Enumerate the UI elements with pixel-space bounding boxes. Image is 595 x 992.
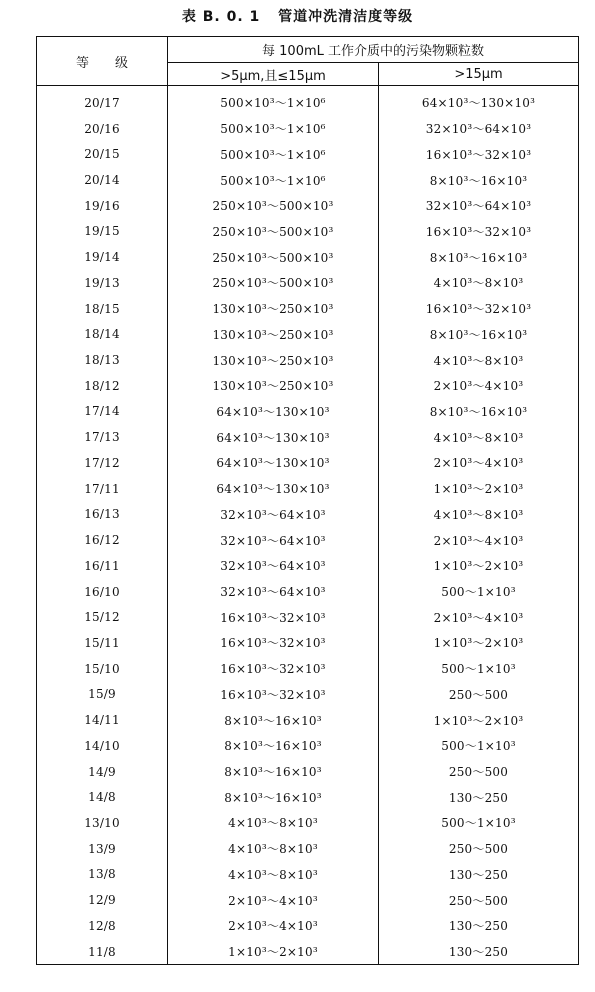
table-caption: 管道冲洗清洁度等级: [278, 9, 414, 25]
table-row: [37, 399, 579, 425]
count-gt15-cell: 16×10³～32×10³: [379, 296, 579, 322]
count-gt15-cell: 1×10³～2×10³: [379, 553, 579, 579]
count-5-15-cell: 500×10³～1×10⁶: [168, 167, 379, 193]
count-5-15-cell: 500×10³～1×10⁶: [168, 116, 379, 142]
grade-cell: 15/9: [37, 682, 168, 708]
count-gt15-cell: 130～250: [379, 913, 579, 939]
count-5-15-cell: 4×10³～8×10³: [168, 862, 379, 888]
table-row: [37, 759, 579, 785]
table-row: [37, 321, 579, 347]
table-row: [37, 476, 579, 502]
count-5-15-cell: 32×10³～64×10³: [168, 553, 379, 579]
count-gt15-cell: 4×10³～8×10³: [379, 502, 579, 528]
table-row: [37, 887, 579, 913]
count-5-15-cell: 2×10³～4×10³: [168, 913, 379, 939]
table-row: [37, 141, 579, 167]
count-gt15-cell: 500～1×10³: [379, 656, 579, 682]
grade-cell: 19/14: [37, 244, 168, 270]
count-gt15-cell: 500～1×10³: [379, 810, 579, 836]
count-gt15-cell: 500～1×10³: [379, 733, 579, 759]
count-5-15-cell: 250×10³～500×10³: [168, 193, 379, 219]
count-5-15-cell: 250×10³～500×10³: [168, 219, 379, 245]
count-5-15-cell: 250×10³～500×10³: [168, 270, 379, 296]
count-gt15-cell: 130～250: [379, 939, 579, 965]
count-gt15-cell: 250～500: [379, 836, 579, 862]
count-5-15-cell: 1×10³～2×10³: [168, 939, 379, 965]
grade-cell: 20/16: [37, 116, 168, 142]
grade-cell: 14/11: [37, 707, 168, 733]
table-row: [37, 682, 579, 708]
grade-cell: 16/11: [37, 553, 168, 579]
grade-cell: 14/9: [37, 759, 168, 785]
grade-cell: 20/15: [37, 141, 168, 167]
count-5-15-cell: 16×10³～32×10³: [168, 630, 379, 656]
grade-cell: 19/13: [37, 270, 168, 296]
count-5-15-cell: 8×10³～16×10³: [168, 759, 379, 785]
count-gt15-cell: 2×10³～4×10³: [379, 373, 579, 399]
grade-column-header: 等 级: [37, 37, 168, 86]
count-5-15-cell: 130×10³～250×10³: [168, 321, 379, 347]
grade-cell: 17/14: [37, 399, 168, 425]
grade-cell: 15/10: [37, 656, 168, 682]
count-gt15-cell: 2×10³～4×10³: [379, 450, 579, 476]
count-gt15-cell: 250～500: [379, 759, 579, 785]
table-row: [37, 604, 579, 630]
grade-cell: 12/9: [37, 887, 168, 913]
grade-cell: 16/12: [37, 527, 168, 553]
table-row: [37, 86, 579, 116]
count-5-15-cell: 64×10³～130×10³: [168, 424, 379, 450]
count-gt15-cell: 32×10³～64×10³: [379, 116, 579, 142]
count-gt15-cell: 16×10³～32×10³: [379, 141, 579, 167]
table-body: [37, 86, 579, 965]
table-row: [37, 836, 579, 862]
grade-cell: 18/13: [37, 347, 168, 373]
count-5-15-cell: 500×10³～1×10⁶: [168, 86, 379, 116]
table-row: [37, 913, 579, 939]
count-gt15-cell: 8×10³～16×10³: [379, 167, 579, 193]
count-5-15-cell: 32×10³～64×10³: [168, 579, 379, 605]
grade-cell: 17/12: [37, 450, 168, 476]
table-row: [37, 167, 579, 193]
grade-cell: 13/10: [37, 810, 168, 836]
table-row: [37, 193, 579, 219]
cleanliness-grade-table: [36, 36, 579, 965]
count-5-15-cell: 32×10³～64×10³: [168, 527, 379, 553]
table-row: [37, 553, 579, 579]
table-row: [37, 347, 579, 373]
table-row: [37, 862, 579, 888]
table-row: [37, 270, 579, 296]
grade-cell: 15/12: [37, 604, 168, 630]
count-gt15-cell: 4×10³～8×10³: [379, 424, 579, 450]
grade-cell: 17/11: [37, 476, 168, 502]
count-gt15-cell: 130～250: [379, 862, 579, 888]
count-gt15-cell: 2×10³～4×10³: [379, 527, 579, 553]
count-5-15-cell: 4×10³～8×10³: [168, 836, 379, 862]
count-5-15-cell: 130×10³～250×10³: [168, 296, 379, 322]
table-row: [37, 296, 579, 322]
grade-cell: 14/8: [37, 784, 168, 810]
grade-cell: 11/8: [37, 939, 168, 965]
grade-cell: 20/17: [37, 86, 168, 116]
grade-cell: 20/14: [37, 167, 168, 193]
table-row: [37, 116, 579, 142]
count-gt15-cell: 250～500: [379, 887, 579, 913]
grade-cell: 18/14: [37, 321, 168, 347]
grade-cell: 14/10: [37, 733, 168, 759]
count-gt15-cell: 500～1×10³: [379, 579, 579, 605]
count-5-15-cell: 250×10³～500×10³: [168, 244, 379, 270]
table-row: [37, 939, 579, 965]
count-5-15-cell: 130×10³～250×10³: [168, 347, 379, 373]
count-5-15-cell: 2×10³～4×10³: [168, 887, 379, 913]
count-gt15-cell: 4×10³～8×10³: [379, 270, 579, 296]
count-5-15-cell: 8×10³～16×10³: [168, 784, 379, 810]
grade-cell: 12/8: [37, 913, 168, 939]
count-5-15-cell: 32×10³～64×10³: [168, 502, 379, 528]
count-5-15-cell: 64×10³～130×10³: [168, 450, 379, 476]
table-row: [37, 450, 579, 476]
count-gt15-cell: 8×10³～16×10³: [379, 399, 579, 425]
table-row: [37, 707, 579, 733]
count-5-15-cell: 16×10³～32×10³: [168, 604, 379, 630]
table-row: [37, 784, 579, 810]
table-row: [37, 373, 579, 399]
count-gt15-cell: 8×10³～16×10³: [379, 321, 579, 347]
size-5-15-header: >5μm,且≤15μm: [168, 63, 379, 86]
grade-cell: 16/10: [37, 579, 168, 605]
grade-cell: 19/15: [37, 219, 168, 245]
table-number: 表 B. 0. 1: [181, 9, 261, 25]
table-row: [37, 219, 579, 245]
count-5-15-cell: 4×10³～8×10³: [168, 810, 379, 836]
count-gt15-cell: 1×10³～2×10³: [379, 630, 579, 656]
table-row: [37, 810, 579, 836]
particle-count-header: 每 100mL 工作介质中的污染物颗粒数: [168, 37, 579, 63]
count-gt15-cell: 1×10³～2×10³: [379, 707, 579, 733]
grade-cell: 15/11: [37, 630, 168, 656]
count-gt15-cell: 2×10³～4×10³: [379, 604, 579, 630]
count-gt15-cell: 130～250: [379, 784, 579, 810]
grade-cell: 18/15: [37, 296, 168, 322]
grade-cell: 13/9: [37, 836, 168, 862]
count-gt15-cell: 64×10³～130×10³: [379, 86, 579, 116]
count-gt15-cell: 4×10³～8×10³: [379, 347, 579, 373]
grade-cell: 16/13: [37, 502, 168, 528]
table-row: [37, 502, 579, 528]
count-5-15-cell: 64×10³～130×10³: [168, 476, 379, 502]
table-row: [37, 630, 579, 656]
count-5-15-cell: 64×10³～130×10³: [168, 399, 379, 425]
count-5-15-cell: 500×10³～1×10⁶: [168, 141, 379, 167]
count-gt15-cell: 250～500: [379, 682, 579, 708]
grade-cell: 18/12: [37, 373, 168, 399]
grade-cell: 19/16: [37, 193, 168, 219]
size-gt15-header: >15μm: [379, 63, 579, 86]
count-5-15-cell: 8×10³～16×10³: [168, 707, 379, 733]
table-row: [37, 656, 579, 682]
count-gt15-cell: 32×10³～64×10³: [379, 193, 579, 219]
grade-cell: 17/13: [37, 424, 168, 450]
count-5-15-cell: 16×10³～32×10³: [168, 656, 379, 682]
table-row: [37, 579, 579, 605]
table-row: [37, 527, 579, 553]
count-gt15-cell: 1×10³～2×10³: [379, 476, 579, 502]
count-5-15-cell: 16×10³～32×10³: [168, 682, 379, 708]
table-row: [37, 244, 579, 270]
count-5-15-cell: 130×10³～250×10³: [168, 373, 379, 399]
count-5-15-cell: 8×10³～16×10³: [168, 733, 379, 759]
table-row: [37, 733, 579, 759]
count-gt15-cell: 16×10³～32×10³: [379, 219, 579, 245]
table-title: [0, 6, 595, 26]
table-row: [37, 424, 579, 450]
count-gt15-cell: 8×10³～16×10³: [379, 244, 579, 270]
grade-cell: 13/8: [37, 862, 168, 888]
